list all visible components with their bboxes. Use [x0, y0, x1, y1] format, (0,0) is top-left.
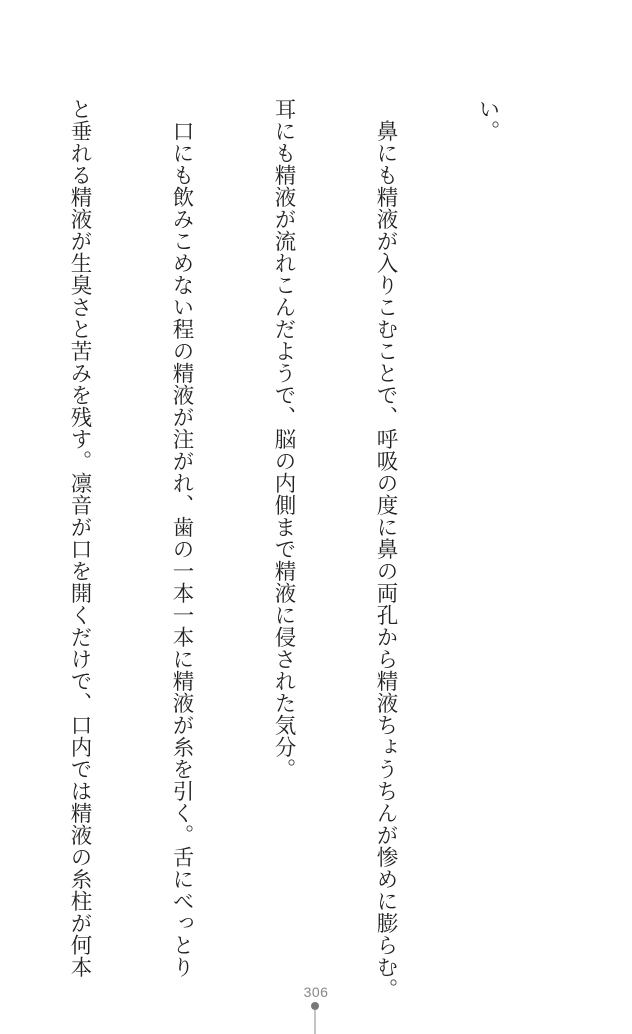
text-line: 鼻にも精液が入りこむことで、呼吸の度に鼻の両孔から精液ちょうちんが惨めに膨らむ。 [373, 98, 398, 1000]
text-line: い。 [475, 98, 500, 142]
page-number: 306 [303, 984, 329, 1000]
text-line: 口にも飲みこめない程の精液が注がれ、歯の一本一本に精液が糸を引く。舌にべっとり [169, 98, 194, 978]
page-marker-line [315, 1008, 316, 1034]
text-line: 耳にも精液が流れこんだようで、脳の内側まで精液に侵された気分。 [271, 98, 296, 780]
text-line: と垂れる精液が生臭さと苦みを残す。凛音が口を開くだけで、口内では精液の糸柱が何本 [67, 98, 92, 978]
page-footer [0, 982, 632, 1001]
